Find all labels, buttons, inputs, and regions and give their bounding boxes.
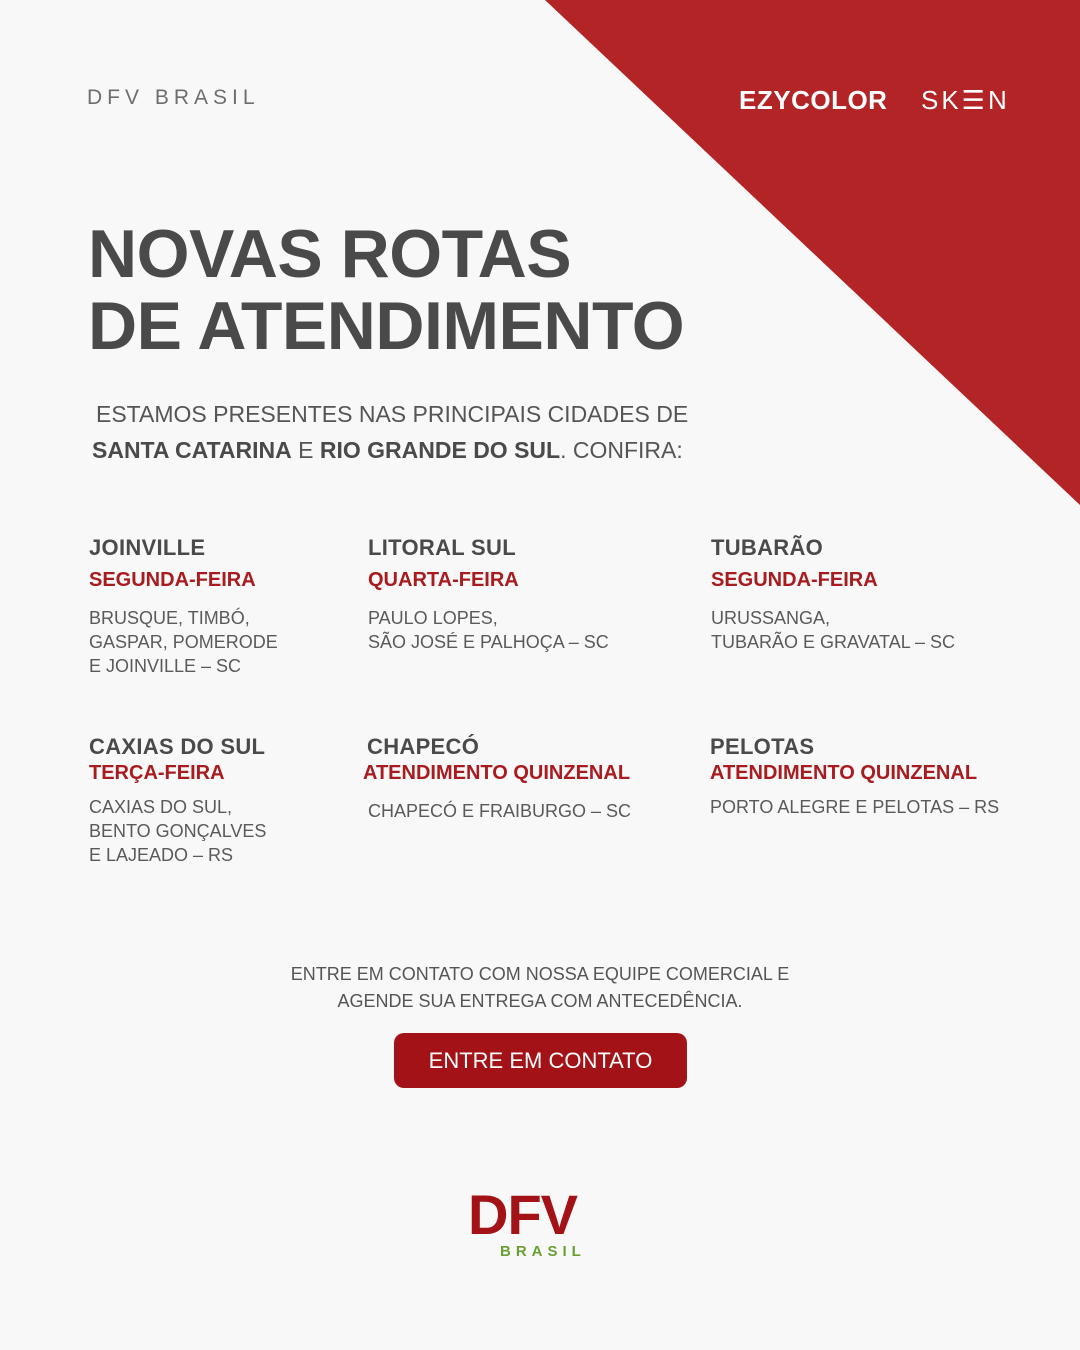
route-chapeco [363,734,631,823]
route-cities-list [89,795,266,867]
route-line: BENTO GONÇALVES [89,821,267,841]
route-line: URUSSANGA, [711,608,831,628]
route-city: CHAPECÓ [367,734,480,759]
page-title [88,218,684,362]
cta-line-2: AGENDE SUA ENTREGA COM ANTECEDÊNCIA. [337,991,743,1011]
route-city: TUBARÃO [711,535,824,560]
route-line: GASPAR, POMERODE [89,632,278,652]
route-cities-list [710,795,999,819]
route-day: SEGUNDA-FEIRA [89,569,256,591]
route-city: PELOTAS [710,734,815,759]
intro-line-2 [92,432,792,468]
route-line: E LAJEADO – RS [89,845,234,865]
route-day: ATENDIMENTO QUINZENAL [363,762,631,784]
ezycolor-logo: EZYCOLOR [739,85,888,115]
intro-line-1: ESTAMOS PRESENTES NAS PRINCIPAIS CIDADES DE [96,401,689,427]
route-litoral-sul [368,535,609,654]
state-santa-catarina: SANTA CATARINA [92,437,292,463]
route-line: TUBARÃO E GRAVATAL – SC [711,632,956,652]
route-cities-list [363,799,631,823]
route-tubarao [711,535,955,654]
route-pelotas [710,734,999,819]
skin-logo: SK☰N [921,85,1010,115]
route-cities-list [711,606,955,654]
route-day: QUARTA-FEIRA [368,569,519,591]
route-line: PORTO ALEGRE E PELOTAS – RS [710,797,1000,817]
dfv-brasil-logo [468,1185,614,1265]
route-line: SÃO JOSÉ E PALHOÇA – SC [368,632,609,652]
route-day: TERÇA-FEIRA [89,762,225,784]
route-city: LITORAL SUL [368,535,516,560]
route-cities-list [368,606,609,654]
brand-name: DFV BRASIL [87,86,260,109]
title-line-1: NOVAS ROTAS [88,216,572,292]
cta-line-1: ENTRE EM CONTATO COM NOSSA EQUIPE COMERCIAL E [290,964,790,984]
intro-conj: E [291,437,320,463]
route-city: CAXIAS DO SUL [89,734,266,759]
route-line: CHAPECÓ E FRAIBURGO – SC [368,801,632,821]
intro-tail: . CONFIRA: [560,437,683,463]
title-line-2: DE ATENDIMENTO [88,288,685,364]
route-caxias-do-sul [89,734,266,867]
route-line: BRUSQUE, TIMBÓ, [89,608,250,628]
intro-text [92,396,792,468]
route-joinville [89,535,278,678]
cta-text [240,961,840,1015]
route-day: SEGUNDA-FEIRA [711,569,878,591]
route-line: CAXIAS DO SUL, [89,797,233,817]
dfv-logo-text: DFV [468,1183,577,1246]
contact-button[interactable]: ENTRE EM CONTATO [394,1033,687,1088]
route-line: E JOINVILLE – SC [89,656,242,676]
route-day: ATENDIMENTO QUINZENAL [710,762,978,784]
brasil-logo-text: BRASIL [500,1243,586,1260]
route-cities-list [89,606,278,678]
route-line: PAULO LOPES, [368,608,498,628]
route-city: JOINVILLE [89,535,206,560]
state-rio-grande-do-sul: RIO GRANDE DO SUL [319,437,561,463]
